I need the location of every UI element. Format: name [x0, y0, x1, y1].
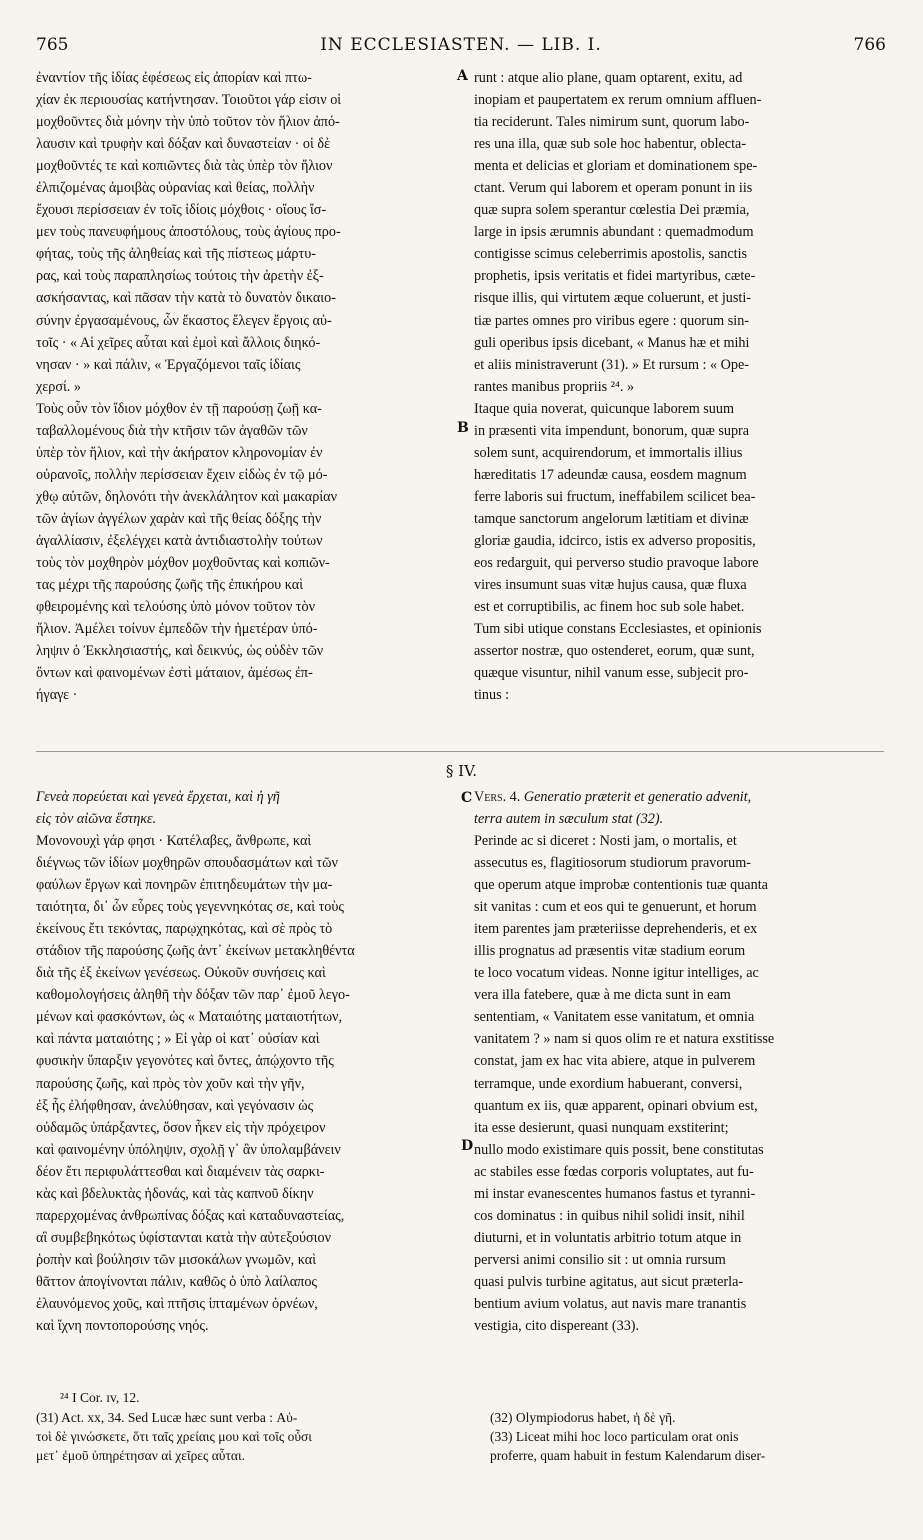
- left-page-number: 765: [36, 35, 69, 55]
- latin-column-top: runt : atque alio plane, quam optarent, exitu, ad inopiam et paupertatem ex rerum omnium affluen- tia reciderunt. Tales nimirum sunt, quorum labo- res una illa, quæ sub sole hoc habentur, oblecta- menta et delicias et gloriam et dominationem spe- ctant. Verum qui laborem et operam ponunt in iis quæ supra solem sperantur cœlestia Dei præmia, large in ipsis ærumnis abundant : quemadmodum contigisse scimus celeberrimis apostolis, sanctis prophetis, ipsis veritatis et fidei martyribus, cæte- risque illis, qui virtutem æque coluerunt, et justi- tiæ partes omnes pro viribus egere : quorum sin- guli operibus ipsis dicebant, « Manus hæ et mihi et aliis ministraverunt (31). » Et rursum : « Ope- rantes manibus propriis ²⁴. » Itaque quia noverat, quicunque laborem suum in præsenti vita impendunt, bonorum, quæ supra solem sunt, acquirendorum, et immortalis illius hæreditatis 17 adeundæ causa, eosdem magnum ferre laboris sui fructum, ineffabilem scilicet bea- tamque sanctorum angelorum lætitiam et divinæ gloriæ gaudia, idcirco, istis ex adverso propositis, eos redarguit, qui perverso studio pravoque labore vires insumunt suas vitæ hujus causa, quæ fluxa est et corruptibilis, ac finem hoc sub sole habet. Tum sibi utique constans Ecclesiastes, et opinionis assertor nostræ, quo ostenderet, eorum, quæ sunt, quæque visuntur, nihil vanum esse, subjecit pro- tinus :: [474, 70, 762, 704]
- greek-column-top: ἐναντίον τῆς ἰδίας ἐφέσεως εἰς ἀπορίαν καὶ πτω- χίαν ἐκ περιουσίας κατήντησαν. Τοιοῦτοι γάρ εἰσιν οἱ μοχθοῦντες διὰ μόνην τὴν ὑπὸ τοῦτον τὸν ἥλιον ἀπό- λαυσιν καὶ τρυφὴν καὶ δόξαν καὶ δυναστείαν · οἱ δὲ μοχθοῦντές τε καὶ κοπιῶντες διὰ τὰς ὑπὲρ τὸν ἥλιον ἐλπιζομένας ἀμοιβὰς οὐρανίας καὶ θείας, πολλὴν ἔχουσι περίσσειαν ἐν τοῖς ἰδίοις μόχθοις · οἵους ἴσ- μεν τοὺς πανευφήμους ἀποστόλους, τοὺς ἁγίους προ- φήτας, τοὺς τῆς ἀληθείας καὶ τῆς πίστεως μάρτυ- ρας, καὶ τοὺς παραπλησίως τούτοις τὴν ἀρετὴν ἐξ- ασκήσαντας, καὶ πᾶσαν τὴν κατὰ τὸ δυνατὸν δικαιο- σύνην ἐργασαμένους, ὧν ἕκαστος ἔλεγεν ἔργοις αὐ- τοῖς · « Αἱ χεῖρες αὗται καὶ ἐμοὶ καὶ ἄλλοις διηκό- νησαν · » καὶ πάλιν, « Ἐργαζόμενοι ταῖς ἰδίαις χερσί. » Τοὺς οὖν τὸν ἴδιον μόχθον ἐν τῇ παρούσῃ ζωῇ κα- ταβαλλομένους διὰ τὴν κτῆσιν τῶν ἀγαθῶν τῶν ὑπὲρ τὸν ἥλιον, καὶ τὴν ἀκήρατον κληρονομίαν ἐν οὐρανοῖς, πολλὴν περίσσειαν ἔχειν εἰδὼς ἐν τῷ μό- χθῳ αὐτῶν, δηλονότι τὴν ἀνεκλάλητον καὶ μακαρίαν τῶν ἁγίων ἀγγέλων χαρὰν καὶ τῆς θείας δόξης τὴν ἀγαλλίασιν, ἐξελέγχει κατὰ ἀντιδιαστολὴν τούτων τοὺς τὸν μοχθηρὸν μόχθον μοχθοῦντας καὶ κοπιῶν- τας μέχρι τῆς παρούσης ζωῆς τῆς ἐπικήρου καὶ φθειρομένης καὶ τελούσης ὑπὸ μόνον τοῦτον τὸν ἥλιον. Ἀμέλει τοίνυν ἐμπεδῶν τὴν ἡμετέραν ὑπό- ληψιν ὁ Ἐκκλησιαστής, καὶ δεικνύς, ὡς οὐδὲν τῶν ὄντων καὶ φαινομένων ἐστὶ μάταιον, ἀμέσως ἐπ- ήγαγε ·: [36, 70, 342, 704]
- section-rule: [36, 751, 884, 752]
- footnote-31: (31) Act. xx, 34. Sed Lucæ hæc sunt verba : Αὐ- τοὶ δὲ γινώσκετε, ὅτι ταῖς χρείαις μου καὶ τοῖς οὖσι μετ᾽ ἐμοῦ ὑπηρέτησαν αἱ χεῖρες αὗται.: [36, 1410, 312, 1463]
- footnote-24: ²⁴ I Cor. ɪv, 12.: [60, 1390, 140, 1405]
- margin-marker-a: A: [457, 68, 468, 84]
- margin-marker-c: C: [461, 790, 473, 806]
- verse-label: Vers. 4.: [474, 789, 521, 805]
- greek-column-bottom: Μονονουχὶ γάρ φησι · Κατέλαβες, ἄνθρωπε, καὶ διέγνως τῶν ἰδίων μοχθηρῶν σπουδασμάτων καὶ τῶν φαύλων ἔργων καὶ πονηρῶν ἐπιτηδευμάτων τὴν μα- ταιότητα, δι᾽ ὧν εὗρες τοὺς γεγεννηκότας σε, καὶ τοὺς ἐκείνους ἔτι τεκόντας, παρῳχηκότας, καὶ σὲ πρὸς τὸ στάδιον τῆς παρούσης ζωῆς ἀντ᾽ ἐκείνων μετακληθέντα διὰ τῆς ἐξ ἐκείνων γενέσεως. Οὐκοῦν συνήσεις καὶ καθομολογήσεις ἀληθῆ τὴν δόξαν τῶν παρ᾽ ἐμοῦ λεγο- μένων καὶ φασκόντων, ὡς « Ματαιότης ματαιοτήτων, καὶ πάντα ματαιότης ; » Εἰ γὰρ οἱ κατ᾽ οὐσίαν καὶ φυσικὴν ὕπαρξιν γεγονότες καὶ ὄντες, ἀπῴχοντο τῆς παρούσης ζωῆς, καὶ πρὸς τὸν χοῦν καὶ τὴν γῆν, ἐξ ἧς ἐλήφθησαν, ἀνελύθησαν, καὶ γεγόνασιν ὡς οὐδαμῶς ὑπάρξαντες, ὅσον ἧκεν εἰς τὴν πρόχειρον καὶ φαινομένην ὑπόληψιν, σχολῇ γ᾽ ἂν ὑπολαμβάνειν δέον ἔτι περιφυλάττεσθαι καὶ διαμένειν τὰς σαρκι- κὰς καὶ βδελυκτὰς ἡδονάς, καὶ τὰς καπνοῦ δίκην παρερχομένας ἀνθρωπίνας δόξας καὶ καταδυναστείας, αἳ συμβεβηκότως ὑφίστανται κατὰ τὴν αὐτεξούσιον ῥοπὴν καὶ βούλησιν τῶν μισοκάλων γνωμῶν, καὶ θᾶττον ἀπογίνονται πάλιν, καθῶς ὁ ὑπὸ λαίλαπος ἐλαυνόμενος χοῦς, καὶ πτῆσις ἱπταμένων ὀρνέων, καὶ ἴχνη ποντοπορούσης νηός.: [36, 833, 355, 1335]
- footnote-32: (32) Olympiodorus habet, ἡ δὲ γῆ.: [490, 1410, 676, 1425]
- margin-marker-d: D: [461, 1138, 474, 1154]
- latin-verse-lemma: [474, 786, 886, 830]
- running-header: [36, 35, 886, 57]
- latin-verse-text: Generatio præterit et generatio advenit, terra autem in sæculum stat (32).: [474, 789, 752, 828]
- greek-verse-lemma: Γενεὰ πορεύεται καὶ γενεὰ ἔρχεται, καὶ ἡ γῆ εἰς τὸν αἰῶνα ἕστηκε.: [36, 789, 280, 828]
- footnote-33: (33) Liceat mihi hoc loco particulam orat onis proferre, quam habuit in festum Kalendarum diser-: [490, 1429, 766, 1463]
- latin-column-bottom: Perinde ac si diceret : Nosti jam, o mortalis, et assecutus es, flagitiosorum studiorum pravorum- que operum atque improbæ contentionis tuæ quanta sit vanitas : cum et eos qui te genuerunt, et horum item parentes jam præteriisse deprehenderis, et ex illis prognatus ad præsentis vitæ stadium eorum te loco vocatum videas. Nonne igitur intelliges, ac vera illa fatebere, quæ à me dicta sunt in eam sententiam, « Vanitatem esse vanitatum, et omnia vanitatem ? » nam si quos olim re et natura exstitisse constat, jam ex hac vita abiere, atque in pulverem terramque, unde exordium habuerant, conversi, quantum ex iis, quæ apparent, opinari obvium est, ita esse desierunt, quasi nunquam exstiterint; nullo modo existimare quis possit, bene constitutas ac stabiles esse fœdas corporis voluptates, aut fu- mi instar evanescentes humanos fastus et tyranni- cos dominatus : in quibus nihil solidi insit, nihil diuturni, et in voluntatis arbitrio totum atque in perversi animi consilio sit : ut omnia rursum quasi pulvis turbine agitatus, aut sicut præterla- bentium avium volatus, aut navis mare tranantis vestigia, cito dispereant (33).: [474, 833, 775, 1335]
- margin-marker-b: B: [457, 420, 469, 436]
- section-heading: § IV.: [445, 762, 478, 780]
- right-page-number: 766: [853, 35, 886, 55]
- running-title: IN ECCLESIASTEN. — LIB. I.: [320, 35, 602, 55]
